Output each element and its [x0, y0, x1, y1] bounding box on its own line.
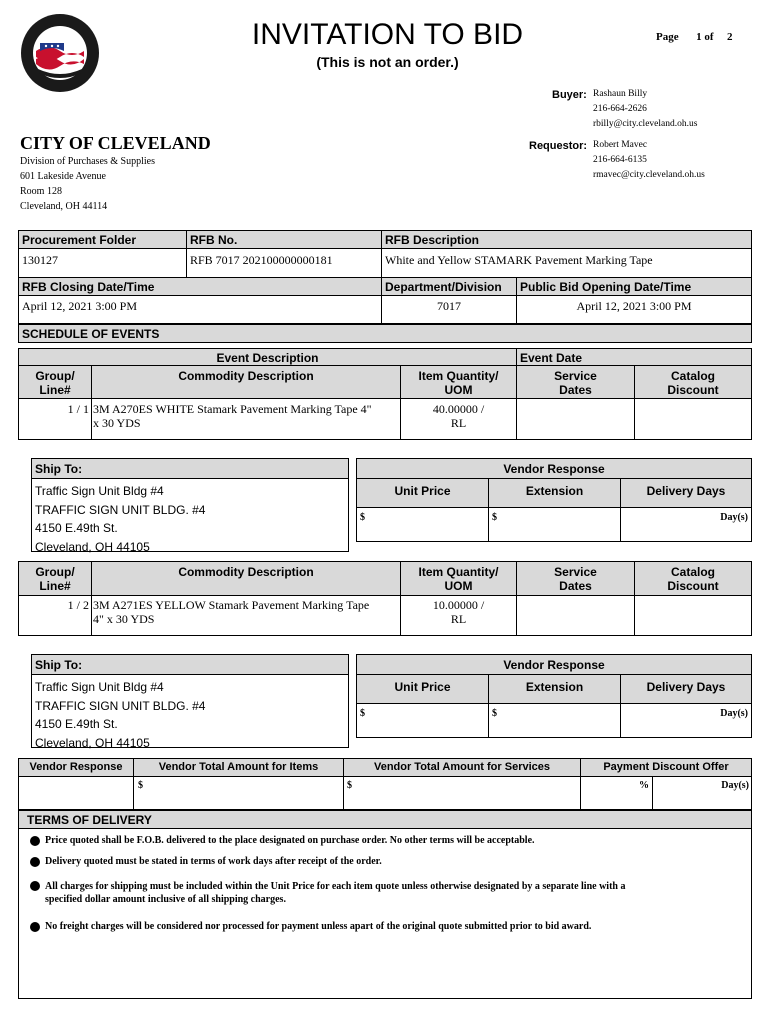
item-1-description: 3M A270ES WHITE Stamark Pavement Marking Tape 4" x 30 YDS — [93, 402, 372, 430]
extension-label-2: Extension — [525, 680, 584, 694]
totals-vendor-response-label: Vendor Response — [29, 761, 123, 773]
term-4: No freight charges will be considered nor processed for payment unless apart of the original quote submitted prior to bid award. — [45, 921, 592, 932]
ship-to-label: Ship To: — [35, 462, 83, 476]
item-2-line: 1 / 2 — [67, 598, 89, 612]
col-catalog-discount-2: Catalog Discount — [667, 565, 719, 593]
ship-to-address-2: Traffic Sign Unit Bldg #4 TRAFFIC SIGN UNIT BLDG. #4 4150 E.49th St. Cleveland, OH 44105 — [35, 680, 206, 750]
city-seal-logo — [20, 13, 100, 93]
col-service-dates-2: Service Dates — [554, 565, 597, 593]
unit-price-label-2: Unit Price — [394, 680, 451, 694]
requestor-phone: 216-664-6135 — [593, 155, 647, 165]
org-name: CITY OF CLEVELAND — [20, 133, 211, 153]
schedule-title: SCHEDULE OF EVENTS — [22, 327, 160, 341]
col-service-dates: Service Dates — [554, 369, 597, 397]
col-group: Group/ Line# — [35, 369, 75, 397]
extension-input-1[interactable]: $ — [492, 512, 497, 523]
total-items-label: Vendor Total Amount for Items — [158, 761, 319, 773]
delivery-days-input-1[interactable]: Day(s) — [720, 512, 748, 523]
unit-price-label: Unit Price — [394, 484, 451, 498]
unit-price-input-2[interactable]: $ — [360, 708, 365, 719]
ship-to-address-1: Traffic Sign Unit Bldg #4 TRAFFIC SIGN UNIT BLDG. #4 4150 E.49th St. Cleveland, OH 44105 — [35, 484, 206, 554]
page-subtitle: (This is not an order.) — [316, 54, 459, 70]
page-label: Page — [656, 31, 679, 43]
delivery-days-label: Delivery Days — [646, 484, 726, 498]
requestor-email: rmavec@city.cleveland.oh.us — [593, 170, 705, 180]
discount-days-input[interactable]: Day(s) — [721, 780, 749, 791]
bullet-icon — [30, 836, 40, 846]
delivery-days-label-2: Delivery Days — [646, 680, 726, 694]
item-1-quantity: 40.00000 / RL — [432, 402, 485, 430]
buyer-phone: 216-664-2626 — [593, 104, 647, 114]
department: 7017 — [437, 299, 461, 313]
requestor-name: Robert Mavec — [593, 140, 648, 150]
page-of: of — [704, 31, 714, 43]
col-quantity: Item Quantity/ UOM — [418, 369, 499, 397]
page-total: 2 — [727, 31, 733, 43]
rfb-description: White and Yellow STAMARK Pavement Marking Tape — [385, 253, 653, 267]
closing-date: April 12, 2021 3:00 PM — [22, 299, 138, 313]
total-items-input[interactable]: $ — [138, 780, 143, 791]
total-services-input[interactable]: $ — [347, 780, 352, 791]
event-description-label: Event Description — [216, 351, 319, 365]
payment-discount-label: Payment Discount Offer — [603, 761, 729, 773]
rfb-no: RFB 7017 202100000000181 — [190, 253, 333, 267]
item-2-quantity: 10.00000 / RL — [432, 598, 485, 626]
terms-title: TERMS OF DELIVERY — [27, 813, 152, 827]
procurement-folder-label: Procurement Folder — [22, 233, 137, 247]
org-address-1: 601 Lakeside Avenue — [20, 171, 106, 182]
unit-price-input-1[interactable]: $ — [360, 512, 365, 523]
bullet-icon — [30, 881, 40, 891]
page-title: INVITATION TO BID — [251, 18, 524, 51]
term-3: All charges for shipping must be included within the Unit Price for each item quote unless otherwise designated by a separate line with a specified dollar amount inclusive of all shipping charges. — [45, 881, 626, 905]
col-commodity-2: Commodity Description — [178, 565, 314, 579]
event-date-label: Event Date — [520, 351, 583, 365]
totals-vendor-response-input[interactable] — [20, 778, 132, 808]
department-label: Department/Division — [385, 280, 502, 294]
extension-input-2[interactable]: $ — [492, 708, 497, 719]
opening-date-label: Public Bid Opening Date/Time — [520, 280, 692, 294]
bullet-icon — [30, 922, 40, 932]
opening-date: April 12, 2021 3:00 PM — [576, 299, 692, 313]
page-number: 1 — [696, 31, 702, 43]
buyer-email: rbilly@city.cleveland.oh.us — [593, 119, 698, 129]
page-indicator — [656, 31, 733, 43]
term-2: Delivery quoted must be stated in terms of work days after receipt of the order. — [45, 856, 382, 867]
col-catalog-discount: Catalog Discount — [667, 369, 719, 397]
org-address-2: Room 128 — [20, 186, 62, 197]
rfb-no-label: RFB No. — [190, 233, 238, 247]
vendor-response-title-2: Vendor Response — [503, 658, 605, 672]
buyer-label: Buyer: — [552, 89, 587, 101]
vendor-response-title: Vendor Response — [503, 462, 605, 476]
org-dept: Division of Purchases & Supplies — [20, 156, 155, 167]
item-1-line: 1 / 1 — [67, 402, 89, 416]
requestor-label: Requestor: — [529, 140, 588, 152]
total-services-label: Vendor Total Amount for Services — [373, 761, 551, 773]
extension-label: Extension — [525, 484, 584, 498]
discount-percent-input[interactable]: % — [639, 780, 649, 791]
item-2-description: 3M A271ES YELLOW Stamark Pavement Marking Tape 4" x 30 YDS — [93, 598, 370, 626]
col-commodity: Commodity Description — [178, 369, 314, 383]
term-1: Price quoted shall be F.O.B. delivered to the place designated on purchase order. No other terms will be acceptable. — [45, 835, 535, 846]
buyer-name: Rashaun Billy — [593, 89, 648, 99]
col-group-2: Group/ Line# — [35, 565, 75, 593]
rfb-description-label: RFB Description — [385, 233, 480, 247]
procurement-folder: 130127 — [22, 253, 58, 267]
delivery-days-input-2[interactable]: Day(s) — [720, 708, 748, 719]
ship-to-label-2: Ship To: — [35, 658, 83, 672]
org-address-3: Cleveland, OH 44114 — [20, 201, 108, 212]
closing-date-label: RFB Closing Date/Time — [22, 280, 155, 294]
col-quantity-2: Item Quantity/ UOM — [418, 565, 499, 593]
bullet-icon — [30, 857, 40, 867]
